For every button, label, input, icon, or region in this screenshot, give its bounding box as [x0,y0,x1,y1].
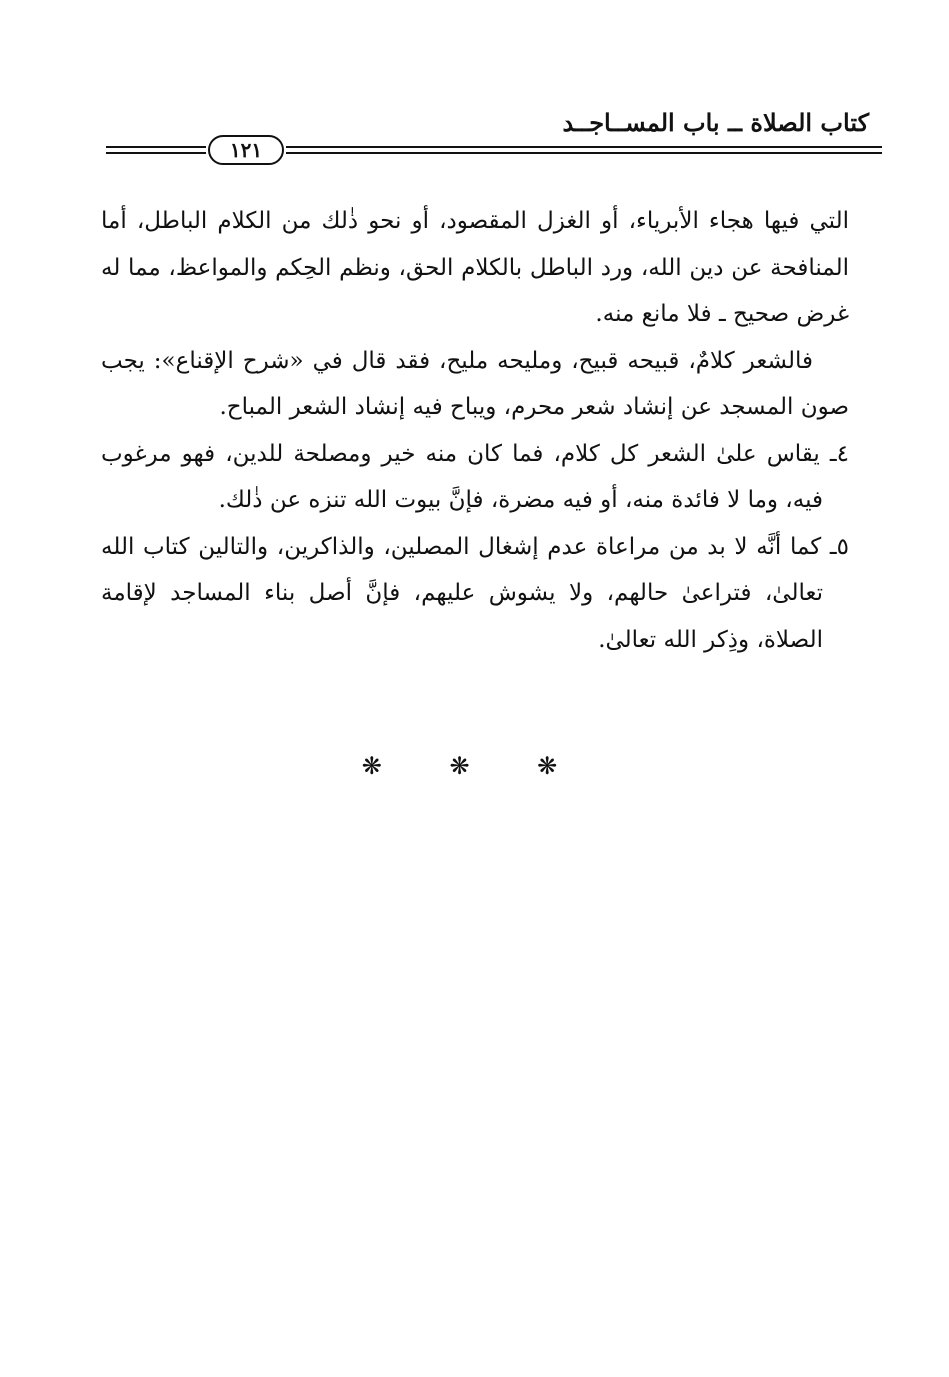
header-rule-left-top [106,146,206,148]
list-item-4: ٤ـ يقاس علىٰ الشعر كل كلام، فما كان منه خير ومصلحة للدين، فهو مرغوب فيه، وما لا فائدة منه، أو فيه مضرة، فإنَّ بيوت الله تنزه عن ذٰلك. [101,440,849,513]
page-number-badge [208,135,284,165]
header-rule-right-bottom [286,152,882,154]
running-title: كتاب الصلاة ــ باب المســاجــد [562,108,869,137]
paragraph-2: فالشعر كلامٌ، قبيحه قبيح، ومليحه مليح، فقد قال في «شرح الإقناع»: يجب صون المسجد عن إنشاد شعر محرم، ويباح فيه إنشاد الشعر المباح. [101,347,849,420]
list-item-5: ٥ـ كما أنَّه لا بد من مراعاة عدم إشغال المصلين، والذاكرين، والتالين كتاب الله تعالىٰ، فتراعىٰ حالهم، ولا يشوش عليهم، فإنَّ أصل بناء المساجد لإقامة الصلاة، وذِكر الله تعالىٰ. [101,533,849,653]
header-rule-left-bottom [106,152,206,154]
paragraph-1: التي فيها هجاء الأبرياء، أو الغزل المقصود، أو نحو ذٰلك من الكلام الباطل، أما المنافحة عن دين الله، ورد الباطل بالكلام الحق، ونظم الحِكم والمواعظ، مما له غرض صحيح ـ فلا مانع منه. [101,208,849,327]
header-rule-right-top [286,146,882,148]
section-ornament: ❋ ❋ ❋ [361,752,588,780]
page-number: ١٢١ [229,138,263,162]
body-text [101,198,849,663]
